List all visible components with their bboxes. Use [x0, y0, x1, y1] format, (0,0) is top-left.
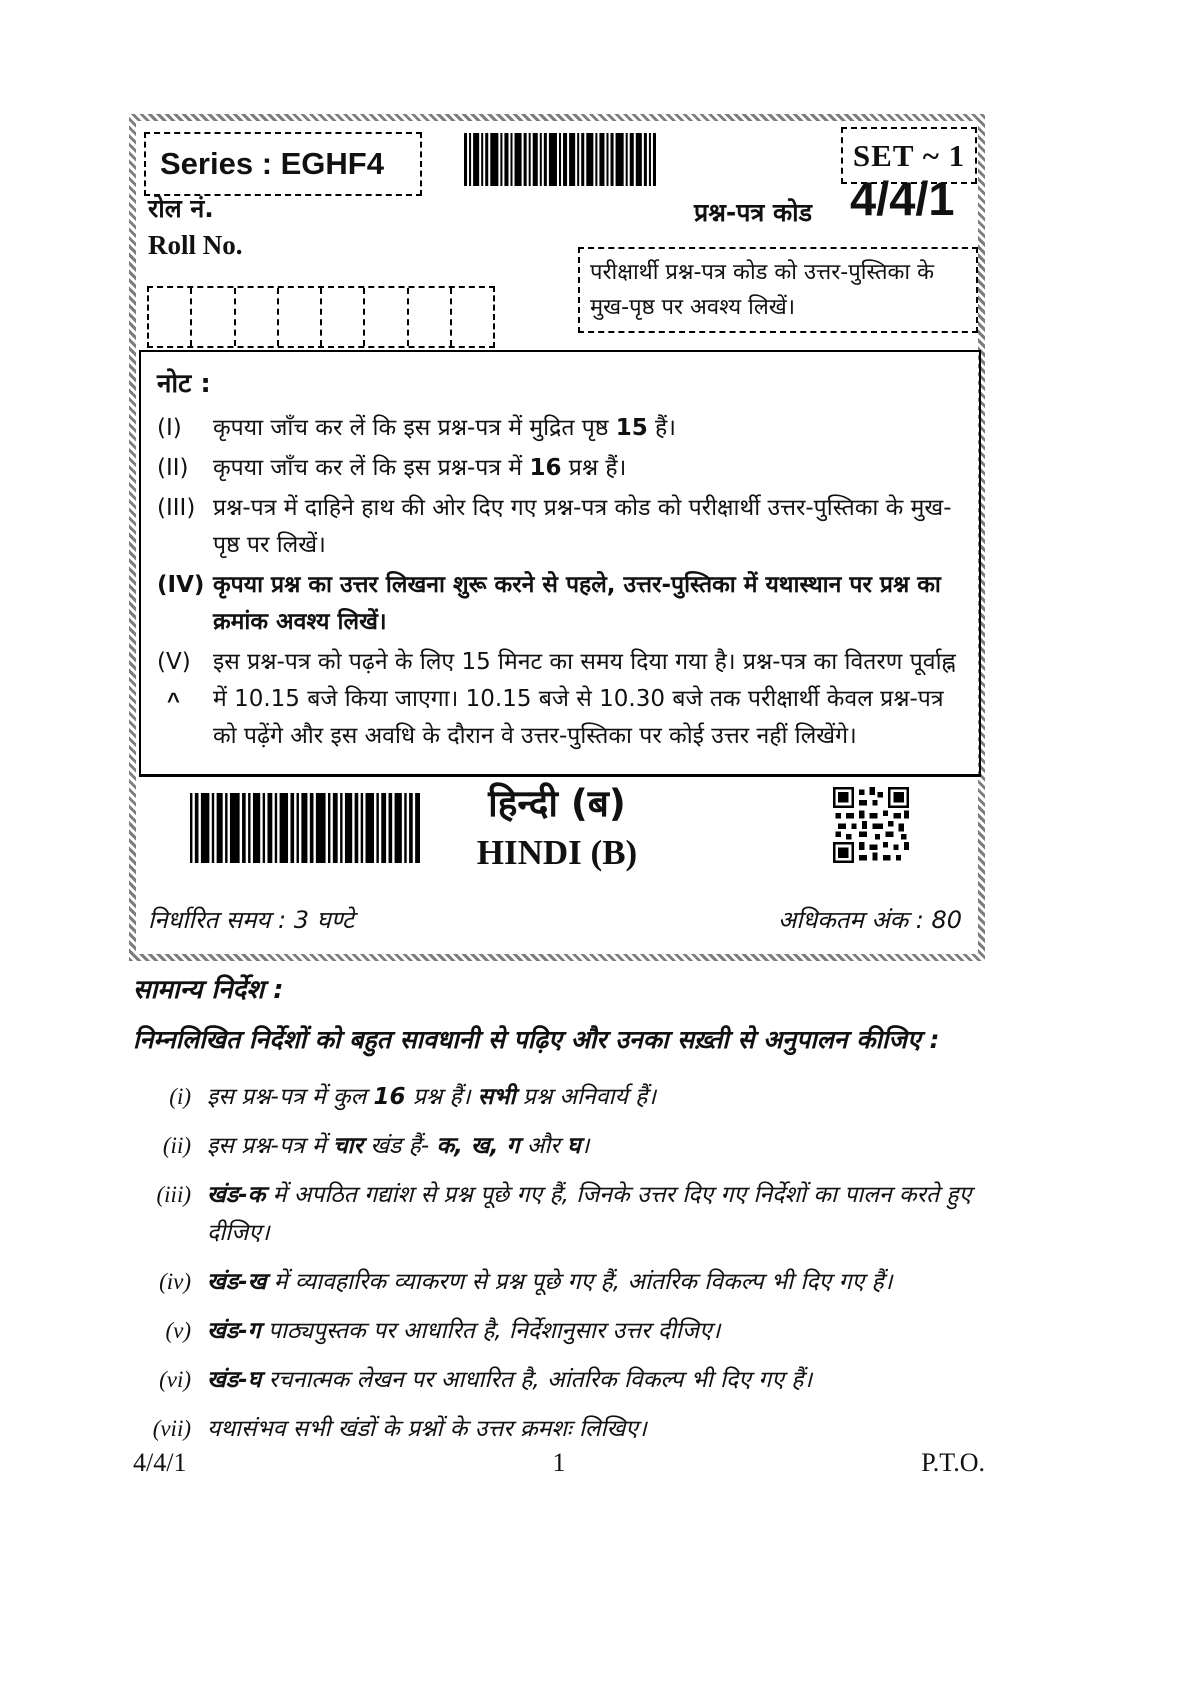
note-item-marker: (V): [157, 649, 191, 675]
note-list: [157, 410, 963, 755]
instruction-item-text: इस प्रश्न-पत्र में चार खंड हैं- क, ख, ग और घ।: [207, 1133, 590, 1159]
instruction-item-text: इस प्रश्न-पत्र में कुल 16 प्रश्न हैं। सभी प्रश्न अनिवार्य हैं।: [207, 1084, 657, 1110]
instruction-item-marker: (i): [169, 1084, 191, 1109]
note-item: [157, 490, 963, 564]
roll-number-cell: [409, 288, 452, 346]
instruction-item: [133, 1410, 993, 1448]
series-label: Series : EGHF4: [160, 146, 384, 181]
qr-code-icon: [833, 787, 909, 863]
pto-label: P.T.O.: [921, 1448, 985, 1477]
instruction-item-marker: (iii): [156, 1182, 191, 1207]
note-item-marker: (I): [157, 415, 182, 441]
roll-number-cell: [452, 288, 493, 346]
roll-number-cell: [192, 288, 235, 346]
roll-number-cell: [149, 288, 192, 346]
paper-code-instruction-box: [578, 247, 978, 333]
instruction-item-marker: (iv): [159, 1269, 191, 1294]
note-item-text: कृपया जाँच कर लें कि इस प्रश्न-पत्र में 16 प्रश्न हैं।: [213, 455, 627, 481]
note-item-marker: (III): [157, 495, 196, 521]
note-item: [157, 567, 963, 641]
general-instructions-list: [133, 1078, 993, 1448]
instruction-item: [133, 1078, 993, 1116]
barcode-icon: [464, 133, 656, 186]
maximum-marks-label: अधिकतम अंक : 80: [777, 906, 962, 934]
instruction-item-text: खंड-ग पाठ्यपुस्तक पर आधारित है, निर्देशानुसार उत्तर दीजिए।: [207, 1318, 721, 1344]
roll-number-cell: [236, 288, 279, 346]
paper-code-label: प्रश्न-पत्र कोड: [694, 198, 813, 227]
instruction-item-marker: (v): [165, 1318, 191, 1343]
instruction-item: [133, 1263, 993, 1301]
note-title: नोट :: [157, 369, 211, 399]
decorative-zigzag-frame: [129, 114, 985, 961]
roll-number-cell: [365, 288, 408, 346]
note-item-marker: (IV): [157, 572, 205, 598]
instruction-item-text: खंड-ख में व्यावहारिक व्याकरण से प्रश्न पूछे गए हैं, आंतरिक विकल्प भी दिए गए हैं।: [207, 1269, 893, 1295]
instruction-item-text: खंड-घ रचनात्मक लेखन पर आधारित है, आंतरिक विकल्प भी दिए गए हैं।: [207, 1367, 813, 1393]
roll-number-label-english: Roll No.: [148, 230, 243, 260]
paper-code-value: 4/4/1: [850, 172, 955, 225]
general-instructions-heading: सामान्य निर्देश :: [133, 975, 284, 1005]
note-item-text: कृपया प्रश्न का उत्तर लिखना शुरू करने से पहले, उत्तर-पुस्तिका में यथास्थान पर प्रश्न का क्रमांक अवश्य लिखें।: [213, 572, 941, 635]
roll-number-label-hindi: रोल नं.: [148, 194, 214, 223]
instruction-item: [133, 1127, 993, 1165]
note-box: [139, 350, 981, 777]
note-item: [157, 410, 963, 447]
set-label: SET ~ 1: [852, 137, 966, 173]
time-allowed-label: निर्धारित समय : 3 घण्टे: [148, 906, 355, 934]
instruction-item-text: खंड-क में अपठित गद्यांश से प्रश्न पूछे गए हैं, जिनके उत्तर दिए गए निर्देशों का पालन करते हुए दीजिए।: [207, 1182, 972, 1246]
note-item-text: प्रश्न-पत्र में दाहिने हाथ की ओर दिए गए प्रश्न-पत्र कोड को परीक्षार्थी उत्तर-पुस्तिका के मुख-पृष्ठ पर लिखें।: [213, 495, 952, 558]
instruction-item-text: यथासंभव सभी खंडों के प्रश्नों के उत्तर क्रमशः लिखिए।: [207, 1416, 647, 1442]
roll-number-cell: [322, 288, 365, 346]
instruction-item: [133, 1312, 993, 1350]
instruction-item-marker: (vii): [152, 1416, 191, 1441]
instruction-item: [133, 1176, 993, 1252]
note-item-marker: (II): [157, 455, 189, 481]
note-item: [157, 644, 963, 755]
note-item: [157, 450, 963, 487]
roll-number-grid: [147, 286, 495, 348]
instruction-item-marker: (ii): [162, 1133, 191, 1158]
note-item-text: कृपया जाँच कर लें कि इस प्रश्न-पत्र में मुद्रित पृष्ठ 15 हैं।: [213, 415, 676, 441]
page-number: 1: [552, 1448, 566, 1477]
subject-title-hindi: हिन्दी (ब): [488, 782, 626, 825]
caret-mark: ^: [167, 688, 180, 713]
series-box: [144, 132, 422, 196]
note-item-text: इस प्रश्न-पत्र को पढ़ने के लिए 15 मिनट का समय दिया गया है। प्रश्न-पत्र का वितरण पूर्वाह्न में 10.15 बजे किया जाएगा। 10.15 बजे से 10.30 बजे तक परीक्षार्थी केवल प्रश्न-पत्र को पढ़ेंगे और इस अवधि के दौरान वे उत्तर-पुस्तिका पर कोई उत्तर नहीं लिखेंगे।: [213, 649, 956, 749]
instruction-item: [133, 1361, 993, 1399]
footer-paper-code: 4/4/1: [133, 1448, 187, 1477]
page-footer: [133, 1448, 985, 1478]
roll-number-cell: [279, 288, 322, 346]
general-instructions-section: [133, 970, 993, 1459]
subject-title-english: HINDI (B): [476, 833, 638, 872]
general-instructions-intro: निम्नलिखित निर्देशों को बहुत सावधानी से पढ़िए और उनका सख़्ती से अनुपालन कीजिए :: [133, 1025, 940, 1054]
time-marks-row: [148, 903, 962, 936]
instruction-item-marker: (vi): [159, 1367, 191, 1392]
paper-code-instruction-text: परीक्षार्थी प्रश्न-पत्र कोड को उत्तर-पुस्तिका के मुख-पृष्ठ पर अवश्य लिखें।: [590, 260, 934, 320]
